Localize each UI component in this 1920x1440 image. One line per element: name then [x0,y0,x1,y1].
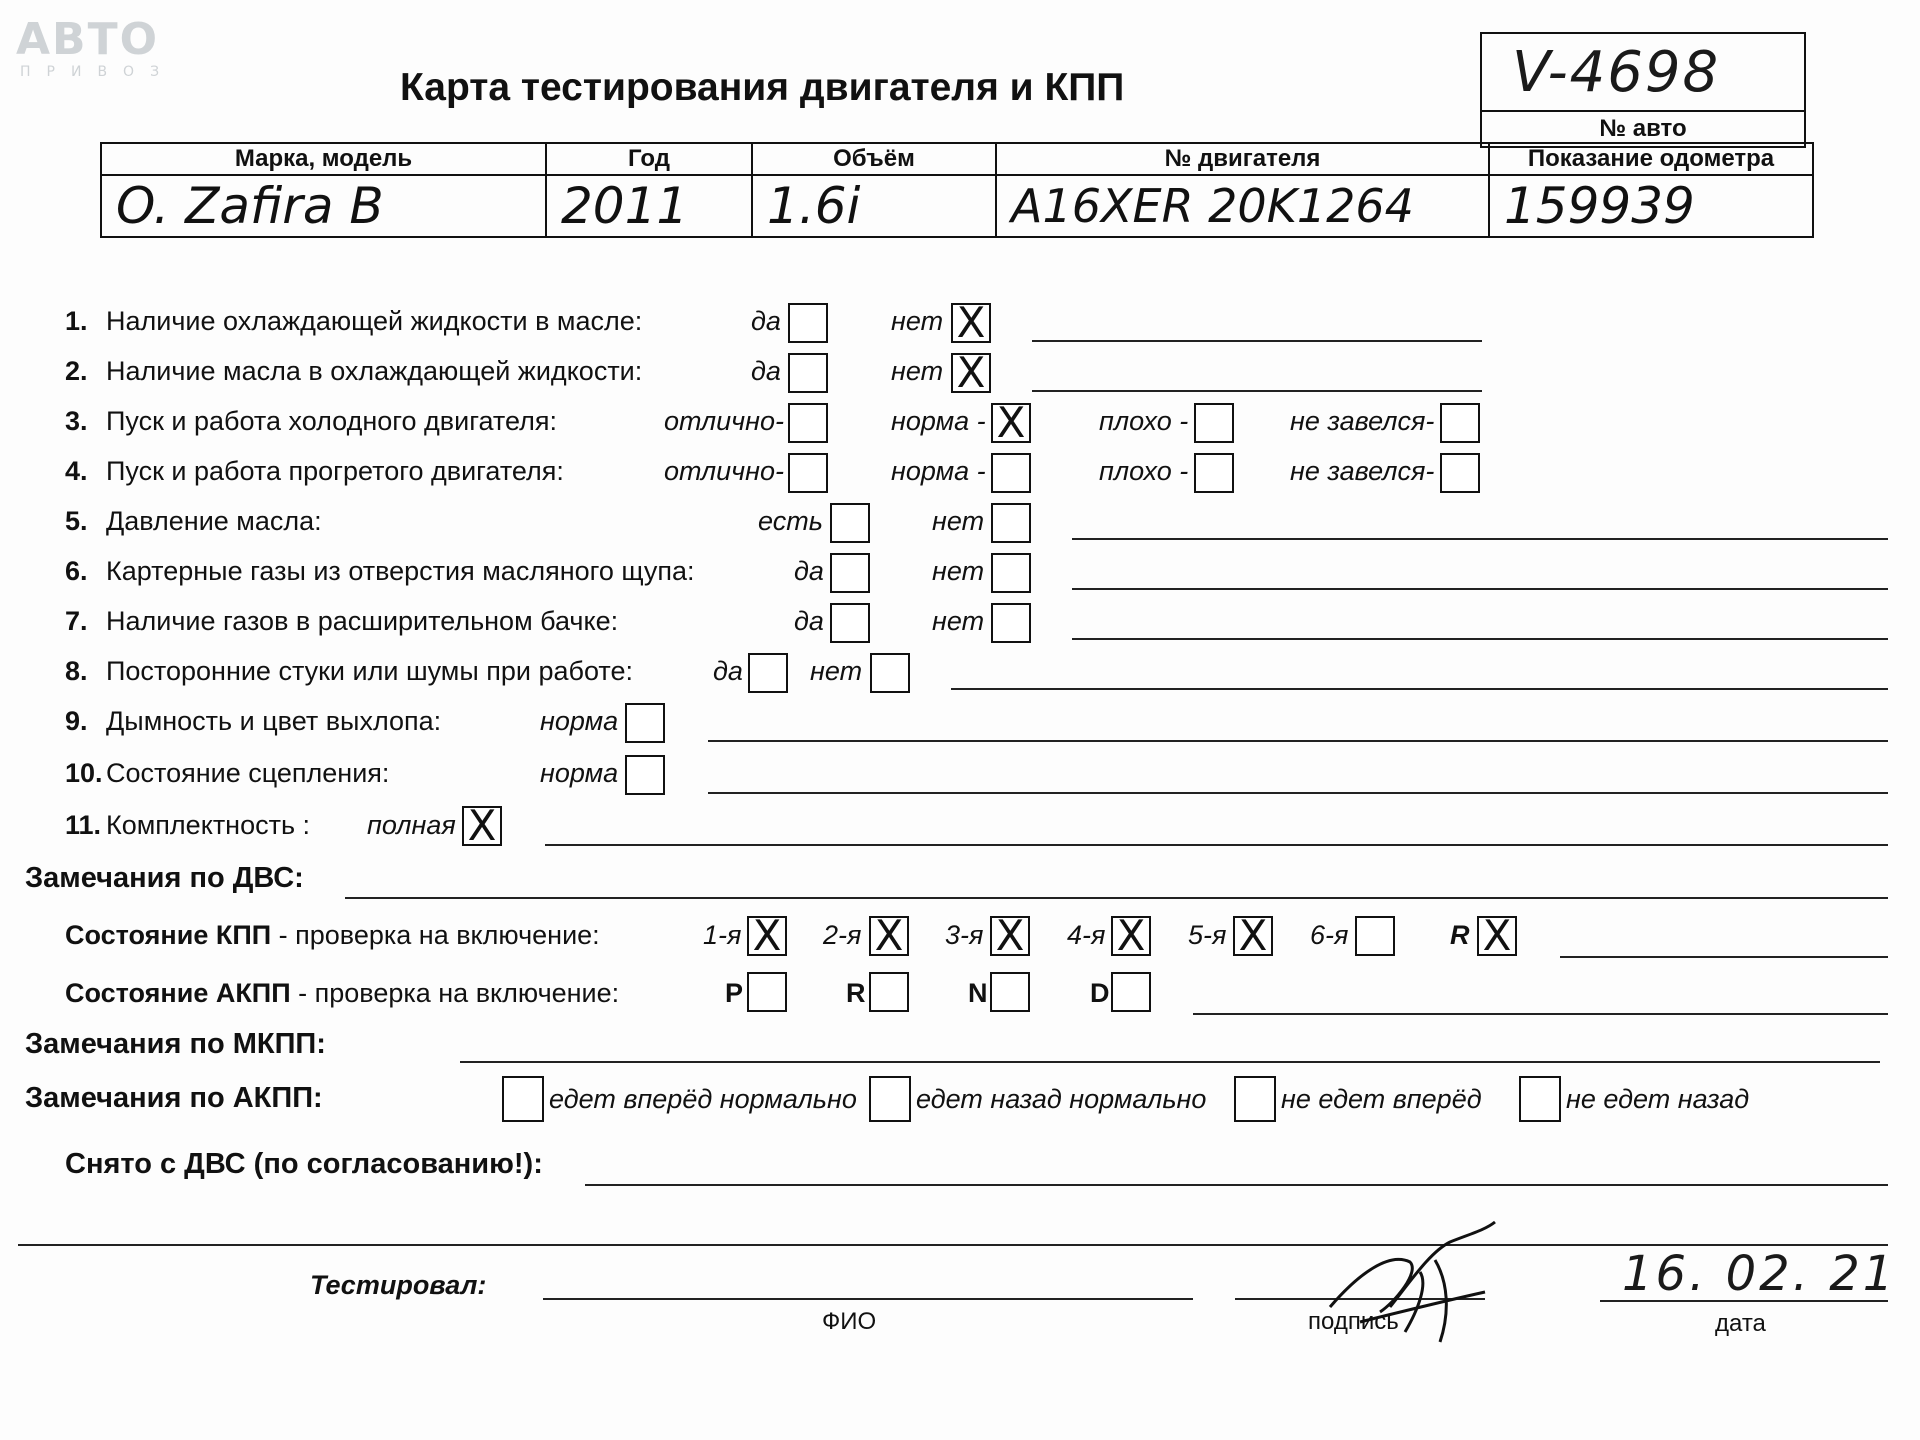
gear-4-checkbox[interactable] [1111,911,1151,960]
q7-no-label: нет [932,606,985,636]
checkmark: X [995,911,1025,960]
column-header-volume: Объём [752,143,996,175]
question-7-text: Наличие газов в расширительном бачке: [106,606,619,636]
q6-no-label: нет [932,556,985,586]
signature-label: подпись [1308,1308,1399,1335]
auto-gearbox-label-bold: Состояние АКПП [65,978,291,1008]
value-odometer: 159939 [1489,175,1813,237]
remarks-manual-label: Замечания по МКПП: [25,1028,326,1060]
remarks-engine-line[interactable] [345,897,1888,899]
page-title: Карта тестирования двигателя и КПП [400,66,1125,109]
manual-gearbox-note-line[interactable] [1560,956,1888,958]
q4-normal-label: норма - [891,456,986,486]
gear-1-label: 1-я [703,920,742,950]
q11-full-label: полная [367,810,456,840]
question-1-text: Наличие охлаждающей жидкости в масле: [106,306,643,336]
auto-forward-normal-checkbox[interactable] [502,1076,544,1122]
auto-no-forward-checkbox[interactable] [1234,1076,1276,1122]
auto-backward-normal-checkbox[interactable] [869,1076,911,1122]
q10-note-line[interactable] [708,792,1888,794]
q3-not-started-checkbox[interactable] [1440,403,1480,443]
tested-by-label: Тестировал: [310,1270,487,1300]
question-1-number: 1. [65,306,88,336]
auto-no-backward-checkbox[interactable] [1519,1076,1561,1122]
q5-exists-checkbox[interactable] [830,503,870,543]
auto-number-label: № авто [1599,115,1687,142]
checkmark: X [752,911,782,960]
q9-normal-label: норма [540,706,619,736]
position-p-label: P [725,978,744,1008]
q1-note-line[interactable] [1032,340,1482,342]
fio-line[interactable] [543,1298,1193,1300]
auto-no-backward-label: не едет назад [1566,1084,1750,1114]
auto-number-divider [1482,110,1804,112]
value-year: 2011 [546,175,752,237]
question-9-number: 9. [65,706,88,736]
q7-yes-checkbox[interactable] [830,603,870,643]
q2-note-line[interactable] [1032,390,1482,392]
position-r-label: R [846,978,866,1008]
q4-normal-checkbox[interactable] [991,453,1031,493]
q6-no-checkbox[interactable] [991,553,1031,593]
position-n-checkbox[interactable] [990,972,1030,1012]
logo [16,14,176,80]
gear-r-checkbox[interactable] [1477,911,1517,960]
q2-no-label: нет [891,356,944,386]
column-header-year: Год [546,143,752,175]
question-3-text: Пуск и работа холодного двигателя: [106,406,557,436]
manual-gearbox-label-rest: - проверка на включение: [271,920,600,950]
footer-separator [18,1244,1888,1246]
q7-yes-label: да [794,606,824,636]
checkmark: X [1116,911,1146,960]
q3-not-started-label: не завелся- [1290,406,1435,436]
question-6-number: 6. [65,556,88,586]
auto-number-box [1480,32,1806,148]
q11-note-line[interactable] [545,844,1888,846]
checkmark: X [956,348,986,397]
checkmark: X [1482,911,1512,960]
position-p-checkbox[interactable] [747,972,787,1012]
question-2-text: Наличие масла в охлаждающей жидкости: [106,356,643,386]
q3-bad-checkbox[interactable] [1194,403,1234,443]
question-2-number: 2. [65,356,88,386]
gear-4-label: 4-я [1067,920,1106,950]
q8-note-line[interactable] [951,688,1888,690]
gear-3-checkbox[interactable] [990,911,1030,960]
question-7-number: 7. [65,606,88,636]
gear-2-label: 2-я [823,920,862,950]
q7-no-checkbox[interactable] [991,603,1031,643]
q3-bad-label: плохо - [1099,406,1189,436]
q2-no-checkbox[interactable] [951,348,991,397]
q5-no-checkbox[interactable] [991,503,1031,543]
gear-6-label: 6-я [1310,920,1349,950]
q8-no-label: нет [810,656,863,686]
value-engine-number: A16XER 20K1264 [996,175,1489,237]
question-6-text: Картерные газы из отверстия масляного щупа: [106,556,695,586]
auto-number-value: V-4698 [1512,40,1721,105]
question-8-number: 8. [65,656,88,686]
q8-no-checkbox[interactable] [870,653,910,693]
q4-not-started-label: не завелся- [1290,456,1435,486]
gear-5-label: 5-я [1188,920,1227,950]
manual-gearbox-label [65,920,600,951]
q9-normal-checkbox[interactable] [625,703,665,743]
question-5-text: Давление масла: [106,506,322,536]
column-header-engine-number: № двигателя [996,143,1489,175]
removed-from-engine-line[interactable] [585,1184,1888,1186]
q2-yes-label: да [751,356,781,386]
position-n-label: N [968,978,988,1008]
position-r-checkbox[interactable] [869,972,909,1012]
q3-excellent-label: отлично- [664,406,784,436]
q5-no-label: нет [932,506,985,536]
q4-excellent-checkbox[interactable] [788,453,828,493]
q11-full-checkbox[interactable] [462,801,502,850]
gear-r-label: R [1450,920,1470,950]
gear-5-checkbox[interactable] [1233,911,1273,960]
date-label: дата [1715,1310,1766,1337]
fio-label: ФИО [822,1308,877,1335]
remarks-auto-label: Замечания по АКПП: [25,1082,323,1114]
checkmark: X [1238,911,1268,960]
value-volume: 1.6i [752,175,996,237]
gear-6-checkbox[interactable] [1355,916,1395,956]
question-3-number: 3. [65,406,88,436]
auto-no-forward-label: не едет вперёд [1281,1084,1482,1114]
removed-from-engine-label: Снято с ДВС (по согласованию!): [65,1148,543,1180]
gear-3-label: 3-я [945,920,984,950]
date-value: 16. 02. 21 [1622,1246,1897,1302]
remarks-engine-label: Замечания по ДВС: [25,862,304,894]
question-5-number: 5. [65,506,88,536]
question-9-text: Дымность и цвет выхлопа: [106,706,442,736]
q3-excellent-checkbox[interactable] [788,403,828,443]
q5-note-line[interactable] [1072,538,1888,540]
q9-note-line[interactable] [708,740,1888,742]
auto-forward-normal-label: едет вперёд нормально [549,1084,857,1114]
logo-main-text: АВТО [16,14,160,65]
checkmark: X [467,801,497,850]
date-line[interactable] [1600,1300,1888,1302]
q4-excellent-label: отлично- [664,456,784,486]
q1-yes-checkbox[interactable] [788,303,828,343]
question-4-number: 4. [65,456,88,486]
q1-yes-label: да [751,306,781,336]
q6-yes-label: да [794,556,824,586]
column-header-make: Марка, модель [101,143,546,175]
q7-note-line[interactable] [1072,638,1888,640]
question-10-text: Состояние сцепления: [106,758,390,788]
logo-sub-text: ПРИВОЗ [20,64,176,80]
checkmark: X [874,911,904,960]
question-8-text: Посторонние стуки или шумы при работе: [106,656,633,686]
question-11-text: Комплектность : [106,810,311,840]
auto-gearbox-label [65,978,619,1009]
checkmark: X [996,398,1026,447]
question-10-number: 10. [65,758,103,788]
vehicle-info-table [100,142,1814,238]
auto-gearbox-note-line[interactable] [1193,1013,1888,1015]
q6-yes-checkbox[interactable] [830,553,870,593]
q4-bad-checkbox[interactable] [1194,453,1234,493]
q3-normal-checkbox[interactable] [991,398,1031,447]
q4-not-started-checkbox[interactable] [1440,453,1480,493]
question-4-text: Пуск и работа прогретого двигателя: [106,456,564,486]
column-header-odometer: Показание одометра [1489,143,1813,175]
q8-yes-checkbox[interactable] [748,653,788,693]
value-make: O. Zafira B [101,175,546,237]
question-11-number: 11. [65,810,102,840]
q8-yes-label: да [713,656,743,686]
q5-exists-label: есть [758,506,823,536]
q10-normal-label: норма [540,758,619,788]
q4-bad-label: плохо - [1099,456,1189,486]
q1-no-checkbox[interactable] [951,298,991,347]
remarks-manual-line[interactable] [460,1061,1880,1063]
position-d-checkbox[interactable] [1111,972,1151,1012]
auto-backward-normal-label: едет назад нормально [916,1084,1207,1114]
gear-2-checkbox[interactable] [869,911,909,960]
gear-1-checkbox[interactable] [747,911,787,960]
q3-normal-label: норма - [891,406,986,436]
auto-gearbox-label-rest: - проверка на включение: [290,978,620,1008]
q1-no-label: нет [891,306,944,336]
manual-gearbox-label-bold: Состояние КПП [65,920,272,950]
checkmark: X [956,298,986,347]
q10-normal-checkbox[interactable] [625,755,665,795]
q2-yes-checkbox[interactable] [788,353,828,393]
q6-note-line[interactable] [1072,588,1888,590]
position-d-label: D [1090,978,1110,1008]
